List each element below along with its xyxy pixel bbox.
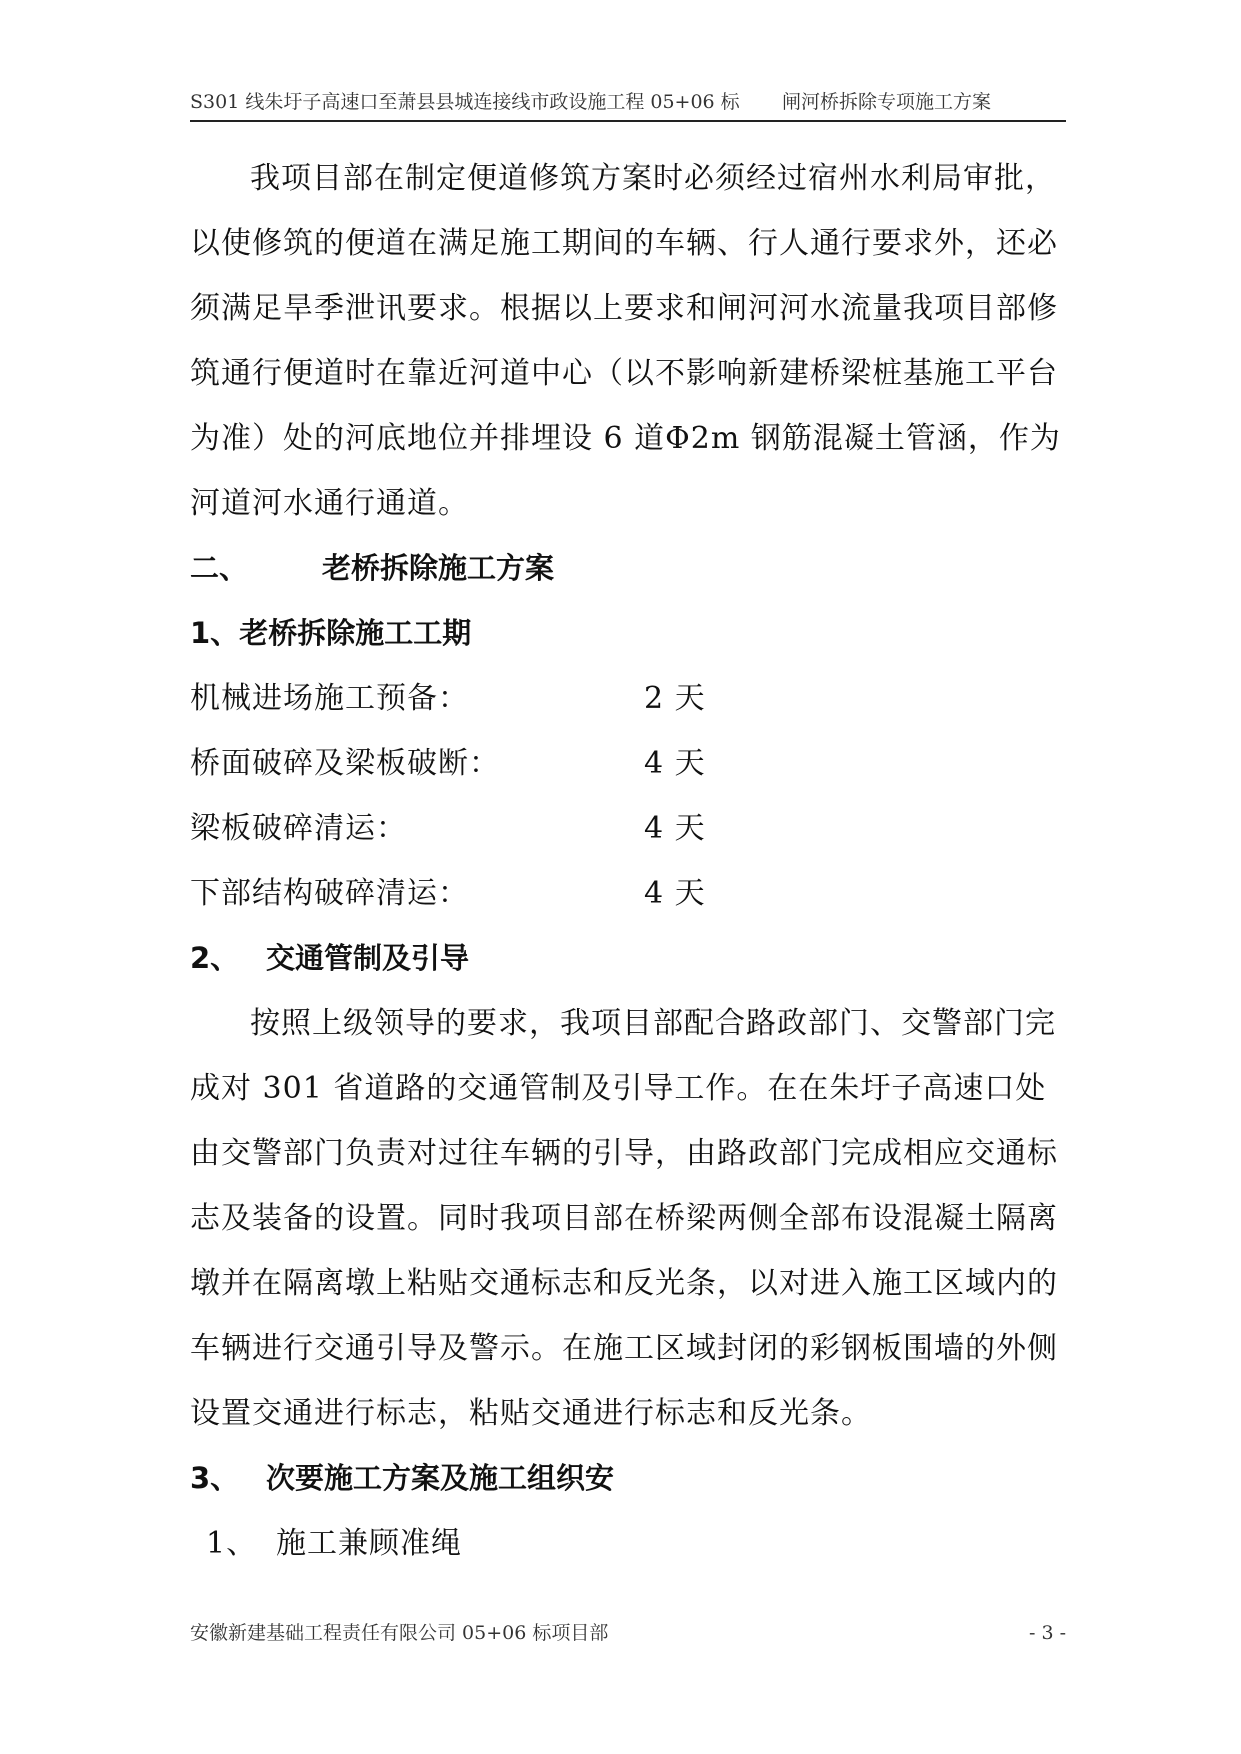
- page-body: [190, 146, 1066, 1576]
- schedule-list: [190, 666, 1066, 926]
- header-document-title: 闸河桥拆除专项施工方案: [782, 91, 992, 113]
- traffic-paragraph: 按照上级领导的要求，我项目部配合路政部门、交警部门完成对 301 省道路的交通管制及引导工作。在在朱圩子高速口处由交警部门负责对过往车辆的引导，由路政部门完成相应交通标志及装备的设置。同时我项目部在桥梁两侧全部布设混凝土隔离墩并在隔离墩上粘贴交通标志和反光条，以对进入施工区域内的车辆进行交通引导及警示。在施工区域封闭的彩钢板围墙的外侧设置交通进行标志，粘贴交通进行标志和反光条。: [190, 1006, 1058, 1431]
- footer-company: 安徽新建基础工程责任有限公司 05+06 标项目部: [190, 1622, 609, 1644]
- section-number: 二、: [190, 551, 249, 585]
- subsection-title: 老桥拆除施工工期: [239, 616, 472, 650]
- page-footer: [190, 1618, 1066, 1648]
- page-header: [190, 84, 1066, 122]
- schedule-duration: 2 天: [644, 681, 706, 716]
- schedule-task: 桥面破碎及梁板破断：: [190, 746, 500, 781]
- schedule-duration: 4 天: [644, 746, 706, 781]
- subsection-heading-1: [190, 601, 1066, 666]
- intro-paragraph: 我项目部在制定便道修筑方案时必须经过宿州水利局审批，以使修筑的便道在满足施工期间的车辆、行人通行要求外，还必须满足旱季泄讯要求。根据以上要求和闸河河水流量我项目部修筑通行便道时在靠近河道中心（以不影响新建桥梁桩基施工平台为准）处的河底地位并排埋设 6 道Φ2m 钢筋混凝土管涵，作为河道河水通行通道。: [190, 161, 1061, 521]
- schedule-row: [190, 861, 1066, 926]
- sub-subsection-heading-1: [190, 1511, 1066, 1576]
- header-project-name: S301 线朱圩子高速口至萧县县城连接线市政设施工程 05+06 标: [190, 91, 740, 113]
- schedule-duration: 4 天: [644, 876, 706, 911]
- section-title: 老桥拆除施工方案: [322, 551, 555, 585]
- subsection-title: 次要施工方案及施工组织安: [266, 1461, 615, 1495]
- subsection-number: 3、: [190, 1461, 240, 1495]
- subsection-heading-2: [190, 926, 1066, 991]
- schedule-row: [190, 666, 1066, 731]
- sub-subsection-title: 施工兼顾准绳: [276, 1526, 462, 1561]
- schedule-task: 机械进场施工预备：: [190, 681, 469, 716]
- schedule-task: 下部结构破碎清运：: [190, 876, 469, 911]
- subsection-number: 2、: [190, 941, 240, 975]
- schedule-row: [190, 796, 1066, 861]
- page-number: - 3 -: [1028, 1622, 1066, 1644]
- schedule-task: 梁板破碎清运：: [190, 811, 407, 846]
- schedule-row: [190, 731, 1066, 796]
- schedule-duration: 4 天: [644, 811, 706, 846]
- subsection-number: 1、: [190, 616, 240, 650]
- section-heading-2: [190, 536, 1066, 601]
- subsection-title: 交通管制及引导: [266, 941, 470, 975]
- sub-subsection-number: 1、: [206, 1526, 258, 1561]
- subsection-heading-3: [190, 1446, 1066, 1511]
